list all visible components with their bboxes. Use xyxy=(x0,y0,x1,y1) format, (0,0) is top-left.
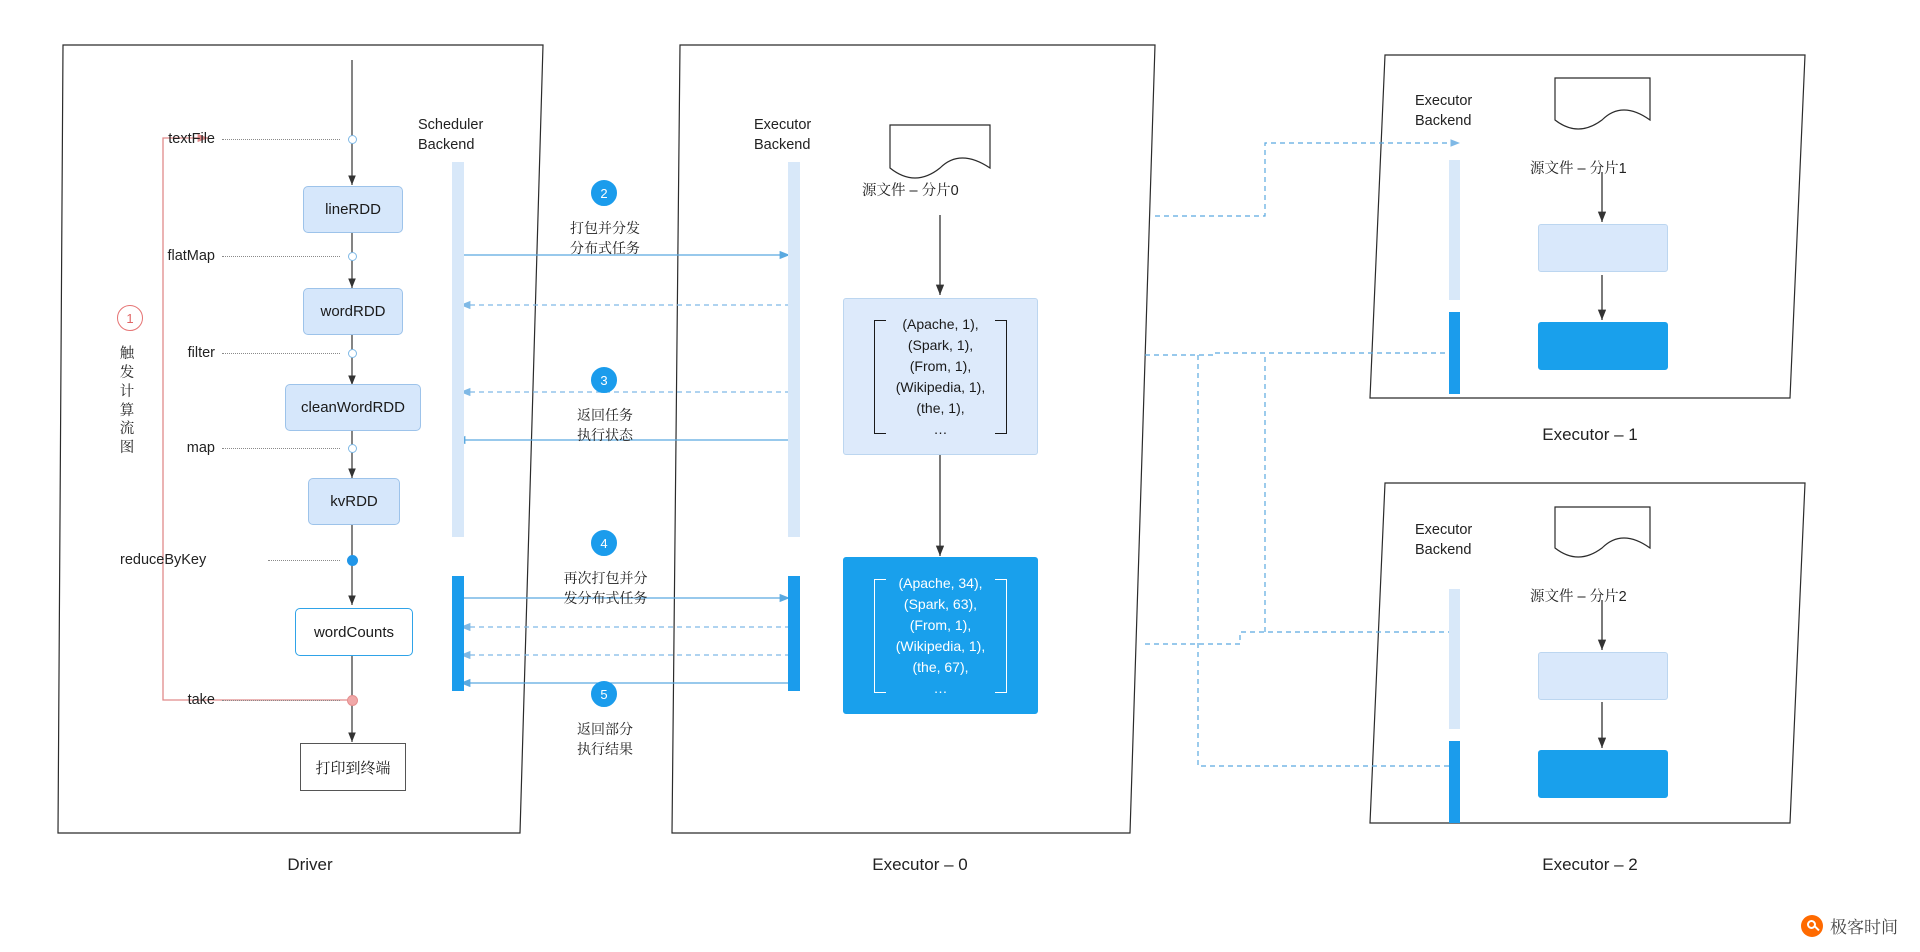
message-badge-2: 2 xyxy=(591,180,617,206)
executor1-box-dark xyxy=(1538,322,1668,370)
executor2-backend-bar xyxy=(1449,589,1460,729)
executor1-box-light xyxy=(1538,224,1668,272)
data-line: (the, 67), xyxy=(912,658,969,675)
data-line: (Apache, 34), xyxy=(898,574,983,591)
executor1-backend-bar xyxy=(1449,160,1460,300)
stage-label-flatmap: flatMap xyxy=(167,248,215,264)
dotted-connector xyxy=(222,353,340,354)
rdd-kvRDD: kvRDD xyxy=(308,478,400,525)
data-line: (From, 1), xyxy=(909,616,972,633)
stage-dot-take xyxy=(347,695,358,706)
terminal-print: 打印到终端 xyxy=(300,743,406,791)
stage-dot xyxy=(348,135,357,144)
executor2-box-light xyxy=(1538,652,1668,700)
flow-label-vertical: 触发计算流图 xyxy=(119,346,135,457)
dotted-connector xyxy=(222,139,340,140)
message-label-2 xyxy=(535,218,675,259)
data-line: … xyxy=(933,420,948,437)
data-line: (Spark, 1), xyxy=(907,336,974,353)
executor0-data-block-light xyxy=(843,298,1038,455)
message-line: 返回任务 xyxy=(577,407,633,423)
executor0-backend-bar-active xyxy=(788,576,800,691)
rdd-lineRDD: lineRDD xyxy=(303,186,403,233)
stage-dot xyxy=(348,252,357,261)
panel-label-executor1: Executor – 1 xyxy=(1542,425,1638,444)
message-line: 发分布式任务 xyxy=(563,590,648,607)
executor0-backend-label-line1: Executor xyxy=(754,117,812,133)
stage-dot-active xyxy=(347,555,358,566)
dotted-connector xyxy=(222,448,340,449)
stage-label-textfile: textFile xyxy=(168,131,215,147)
stage-dot xyxy=(348,349,357,358)
rdd-wordCounts: wordCounts xyxy=(295,608,413,656)
executor1-source-file-label: 源文件 – 分片1 xyxy=(1530,161,1627,177)
data-line: (Wikipedia, 1), xyxy=(895,378,986,395)
executor2-backend-bar-active xyxy=(1449,741,1460,823)
stage-dot xyxy=(348,444,357,453)
message-label-5 xyxy=(535,719,675,760)
message-label-3 xyxy=(535,405,675,446)
rdd-wordRDD: wordRDD xyxy=(303,288,403,335)
stage-label-filter: filter xyxy=(187,345,215,361)
panel-label-driver: Driver xyxy=(287,855,333,874)
executor2-source-file-label: 源文件 – 分片2 xyxy=(1530,589,1627,605)
dotted-connector xyxy=(268,560,340,561)
executor1-backend-label-line2: Backend xyxy=(1415,113,1472,129)
rdd-cleanWordRDD: cleanWordRDD xyxy=(285,384,421,431)
message-line: 分布式任务 xyxy=(570,240,640,257)
scheduler-backend-label-line2: Backend xyxy=(418,137,475,153)
executor0-source-file-label: 源文件 – 分片0 xyxy=(862,183,959,199)
panel-label-executor0: Executor – 0 xyxy=(872,855,968,874)
data-line: (Wikipedia, 1), xyxy=(895,637,986,654)
watermark xyxy=(1801,913,1898,938)
message-line: 打包并分发 xyxy=(570,220,640,236)
watermark-logo-icon xyxy=(1801,915,1823,937)
executor0-backend-bar xyxy=(788,162,800,537)
dotted-connector xyxy=(222,256,340,257)
panel-label-executor2: Executor – 2 xyxy=(1542,855,1638,874)
stage-label-reducebykey: reduceByKey xyxy=(120,552,207,568)
stage-label-map: map xyxy=(186,440,215,456)
data-line: (the, 1), xyxy=(916,399,965,416)
executor1-backend-label-line1: Executor xyxy=(1415,93,1473,109)
dotted-connector xyxy=(222,700,340,701)
watermark-text: 极客时间 xyxy=(1830,918,1898,937)
message-badge-5: 5 xyxy=(591,681,617,707)
message-line: 再次打包并分 xyxy=(563,570,648,586)
flow-badge-1: 1 xyxy=(117,305,143,331)
data-line: (Apache, 1), xyxy=(902,315,979,332)
message-label-4 xyxy=(528,568,683,609)
data-line: (From, 1), xyxy=(909,357,972,374)
executor2-backend-label-line2: Backend xyxy=(1415,542,1472,558)
executor2-box-dark xyxy=(1538,750,1668,798)
executor0-backend-label-line2: Backend xyxy=(754,137,811,153)
message-badge-4: 4 xyxy=(591,530,617,556)
scheduler-backend-label-line1: Scheduler xyxy=(418,117,484,133)
executor1-backend-bar-active xyxy=(1449,312,1460,394)
message-line: 执行状态 xyxy=(577,427,633,444)
scheduler-backend-bar xyxy=(452,162,464,537)
message-line: 执行结果 xyxy=(577,741,633,758)
message-badge-3: 3 xyxy=(591,367,617,393)
executor0-data-block-dark xyxy=(843,557,1038,714)
executor2-backend-label-line1: Executor xyxy=(1415,522,1473,538)
message-line: 返回部分 xyxy=(577,721,633,737)
data-line: (Spark, 63), xyxy=(903,595,978,612)
stage-label-take: take xyxy=(187,692,215,708)
data-line: … xyxy=(933,679,948,696)
scheduler-backend-bar-active xyxy=(452,576,464,691)
